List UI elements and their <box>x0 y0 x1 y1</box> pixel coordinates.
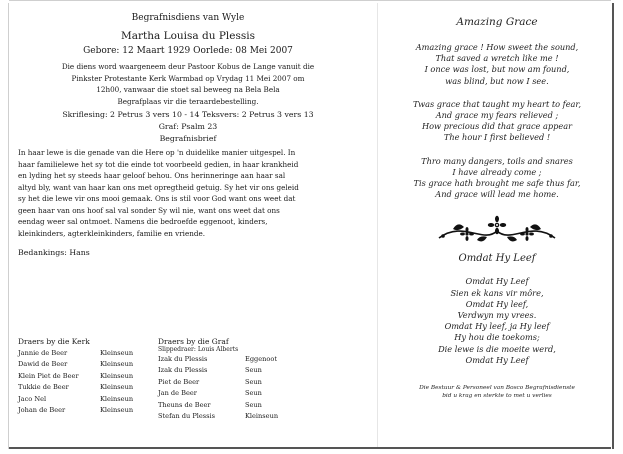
pallbearer-name: Izak du Plessis <box>158 366 208 375</box>
pallbearer-name: Dawid de Beer <box>18 360 68 369</box>
pallbearer-row <box>158 377 358 388</box>
poem-stanza <box>388 276 606 366</box>
obituary-line: eendag weer sal ontmoet. Namens die bedroefde eggenoot, kinders, <box>18 217 268 226</box>
right-panel <box>388 15 606 400</box>
hymn-line: I have already come ; <box>452 166 542 177</box>
pallbearer-name: Jaco Nel <box>18 394 47 403</box>
pallbearer-row <box>158 354 358 365</box>
hymn-line: Tis grace hath brought me safe thus far, <box>413 178 581 189</box>
service-line: Begrafplaas vir die teraardebestelling. <box>117 96 259 106</box>
hymn-stanza-1 <box>388 42 606 87</box>
pallbearers-grave-heading: Draers by die Graf <box>158 337 229 346</box>
right-border <box>612 3 614 449</box>
obituary-line: haar familielewe het sy tot die einde tot voorbeeld gedien, in haar krankheid <box>18 159 299 169</box>
obituary-line: geen haar van ons hoof sal val sonder Sy wil nie, want ons weet dat ons <box>18 205 280 215</box>
scripture-readings: Skriflesing: 2 Petrus 3 vers 10 - 14 Teksvers: 2 Petrus 3 vers 13 <box>62 110 314 119</box>
pallbearer-row <box>18 382 178 393</box>
pallbearer-row <box>18 394 178 405</box>
service-line: Die diens word waargeneem deur Pastoor Kobus de Lange vanuit die <box>61 62 315 71</box>
deceased-name: Martha Louisa du Plessis <box>121 30 255 42</box>
poem-line: Omdat Hy Leef <box>465 276 529 287</box>
service-details <box>18 61 358 107</box>
hymn-line: was blind, but now I see. <box>445 75 549 86</box>
hymn-title: Amazing Grace <box>456 16 538 28</box>
birth-death-dates: Gebore: 12 Maart 1929 Oorlede: 08 Mei 2007 <box>83 46 293 56</box>
hymn-line: Twas grace that taught my heart to fear, <box>412 98 582 109</box>
pallbearer-relation: Kleinseun <box>245 412 279 421</box>
pallbearer-relation: Seun <box>245 400 262 409</box>
obituary-line: altyd bly, want van haar kan ons met opregtheid getuig. Sy het vir ons geleid <box>18 182 299 192</box>
pallbearer-name: Piet de Beer <box>158 377 200 386</box>
pallbearer-relation: Kleinseun <box>100 349 134 357</box>
service-line: Pinkster Protestante Kerk Warmbad op Vrydag 11 Mei 2007 om <box>71 73 305 83</box>
pallbearer-name: Jan de Beer <box>158 389 197 398</box>
hymn-line: I once was lost, but now am found, <box>424 64 570 75</box>
pallbearer-name: Izak du Plessis <box>158 355 208 363</box>
poem-title: Omdat Hy Leef <box>458 253 536 265</box>
obituary-line: In haar lewe is die genade van die Here op 'n duidelike manier uitgespel. In <box>18 148 296 157</box>
hymn-line: That saved a wretch like me ! <box>435 53 559 64</box>
pallbearer-name: Theuns de Beer <box>158 400 211 409</box>
left-panel <box>18 6 358 259</box>
center-fold <box>377 3 378 447</box>
funeral-home-footer <box>388 384 606 400</box>
service-line: 12h00, vanwaar die stoet sal beweeg na Bela Bela <box>96 85 280 94</box>
poem-line: Die lewe is die moeite werd, <box>438 343 556 354</box>
poem-line: Verdwyn my vrees. <box>457 310 537 321</box>
acknowledgements: Bedankings: Hans <box>18 248 90 257</box>
grave-psalm: Graf: Psalm 23 <box>158 122 218 131</box>
pallbearer-row <box>158 365 358 376</box>
pallbearer-name: Tukkie de Beer <box>18 383 69 392</box>
left-border <box>8 3 9 449</box>
pallbearer-relation: Seun <box>245 366 262 375</box>
pallbearer-relation: Seun <box>245 377 262 386</box>
pallbearer-row <box>18 371 178 382</box>
top-border <box>9 0 611 1</box>
pallbearer-relation: Kleinseun <box>100 360 134 369</box>
pallbearer-row <box>18 405 178 416</box>
pallbearer-row <box>18 359 178 370</box>
pallbearer-relation: Seun <box>245 389 262 398</box>
pallbearer-name: Jannie de Beer <box>18 349 68 357</box>
pallbearers-church-heading: Draers by die Kerk <box>18 337 90 346</box>
pallbearers-church <box>18 336 178 416</box>
slip-bearer: Slippedraer: Louis Alberts <box>158 346 239 353</box>
pallbearers-grave <box>158 336 358 422</box>
poem-line: Omdat Hy leef, ja Hy leef <box>444 321 550 332</box>
hymn-line: Thro many dangers, toils and snares <box>421 155 573 166</box>
obituary-heading: Begrafnisbrief <box>159 134 217 143</box>
pallbearer-relation: Kleinseun <box>100 394 134 403</box>
obituary-text <box>18 147 358 239</box>
footer-line: bid u krag en sterkte to met u verlies <box>442 393 552 400</box>
pallbearer-name: Johan de Beer <box>18 406 66 415</box>
hymn-stanza-3 <box>388 156 606 201</box>
obituary-line: kleinkinders, agterkleinkinders, familie en vriende. <box>18 228 205 238</box>
poem-line: Sien ek kans vir môre, <box>450 287 544 298</box>
service-heading: Begrafnisdiens van Wyle <box>131 13 245 23</box>
poem-line: Hy hou die toekoms; <box>454 332 540 343</box>
hymn-line: And grace my fears relieved ; <box>435 110 559 121</box>
hymn-line: How precious did that grace appear <box>421 121 572 132</box>
pallbearer-relation: Kleinseun <box>100 383 134 392</box>
floral-ornament-icon <box>433 214 561 248</box>
bottom-border <box>9 447 611 449</box>
pallbearer-name: Stefan du Plessis <box>158 412 216 421</box>
pallbearer-relation: Kleinseun <box>100 406 134 415</box>
poem-line: Omdat Hy Leef <box>465 354 529 365</box>
hymn-line: The hour I first believed ! <box>443 132 551 143</box>
pallbearer-relation: Kleinseun <box>100 371 134 380</box>
pallbearer-name: Klein Piet de Beer <box>18 371 79 380</box>
obituary-line: en lyding het sy steeds haar geloof behou. Ons herinneringe aan haar sal <box>18 171 286 180</box>
pallbearer-row <box>158 400 358 411</box>
pallbearer-row <box>18 348 178 359</box>
pallbearer-row <box>158 411 358 422</box>
pallbearer-relation: Eggenoot <box>245 355 277 363</box>
hymn-line: Amazing grace ! How sweet the sound, <box>415 42 579 52</box>
hymn-stanza-2 <box>388 99 606 144</box>
footer-line: Die Bestuur & Personeel van Bosco Begrafnisdienste <box>419 385 575 392</box>
pallbearer-row <box>158 388 358 399</box>
hymn-line: And grace will lead me home. <box>435 189 559 200</box>
poem-line: Omdat Hy leef, <box>465 298 529 309</box>
obituary-line: sy het die lewe vir ons mooi gemaak. Ons is stil voor God want ons weet dat <box>18 194 296 203</box>
